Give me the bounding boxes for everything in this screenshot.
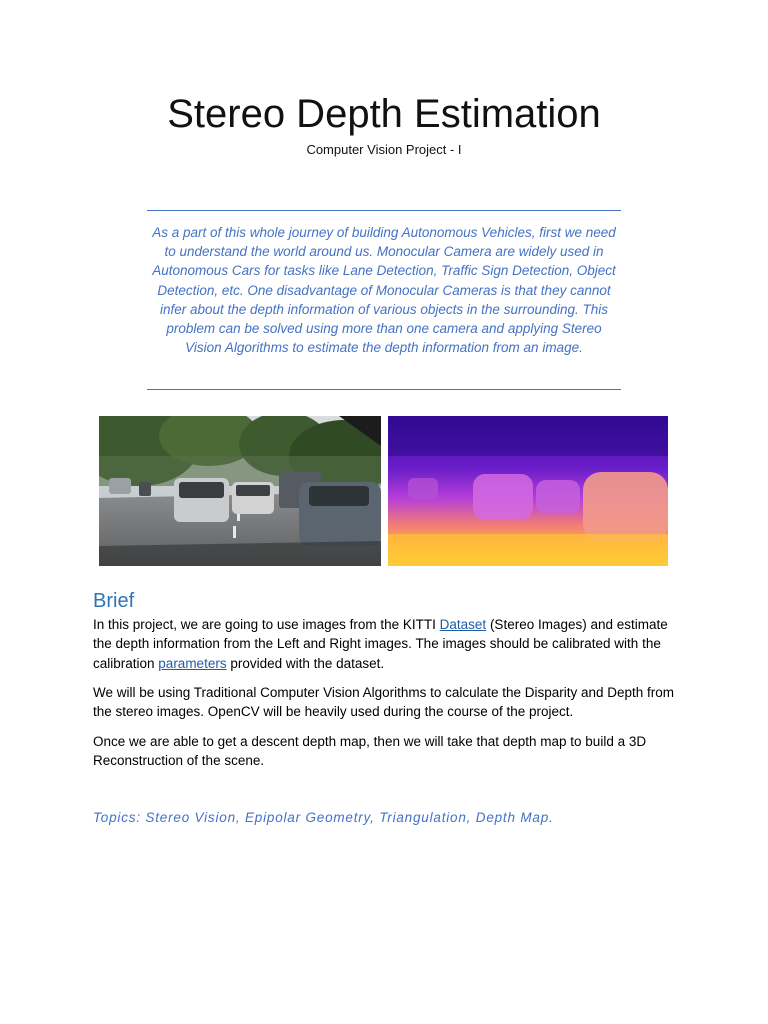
paragraph-kitti-dataset (93, 615, 683, 673)
topics-line: Topics: Stereo Vision, Epipolar Geometry, Triangulation, Depth Map. (93, 810, 554, 825)
depth-map-image (388, 416, 668, 566)
document-subtitle: Computer Vision Project - I (306, 142, 462, 157)
street-scene-photo (99, 416, 381, 566)
abstract-top-rule (147, 210, 621, 211)
section-heading-brief: Brief (93, 590, 135, 612)
parameters-link[interactable]: parameters (158, 655, 227, 671)
abstract-bottom-rule (147, 389, 621, 390)
abstract-text: As a part of this whole journey of building Autonomous Vehicles, first we need to understand the world around us. Monocular Camera are widely used in Autonomous Cars for tasks like Lane Detection, Traffic Sign Detection, Object Detection, etc. One disadvantage of Monocular Cameras is that they cannot infer about the depth information of various objects in the surrounding. This problem can be solved using more than one camera and applying Stereo Vision Algorithms to estimate the depth information from an image. (152, 225, 616, 356)
paragraph-algorithms: We will be using Traditional Computer Vision Algorithms to calculate the Disparity and Depth from the stereo images. OpenCV will be heavily used during the course of the project. (93, 685, 675, 720)
paragraph-text: provided with the dataset. (226, 655, 385, 671)
dataset-link[interactable]: Dataset (439, 617, 487, 632)
paragraph-text: (Stereo Images) and estimate the depth information from the Left and Right images. The images should be calibrated with the calibration (93, 617, 668, 671)
document-title: Stereo Depth Estimation (167, 92, 601, 136)
paragraph-text: In this project, we are going to use images from the KITTI (93, 617, 440, 632)
paragraph-reconstruction: Once we are able to get a descent depth map, then we will take that depth map to build a 3D Reconstruction of the scene. (93, 734, 647, 769)
